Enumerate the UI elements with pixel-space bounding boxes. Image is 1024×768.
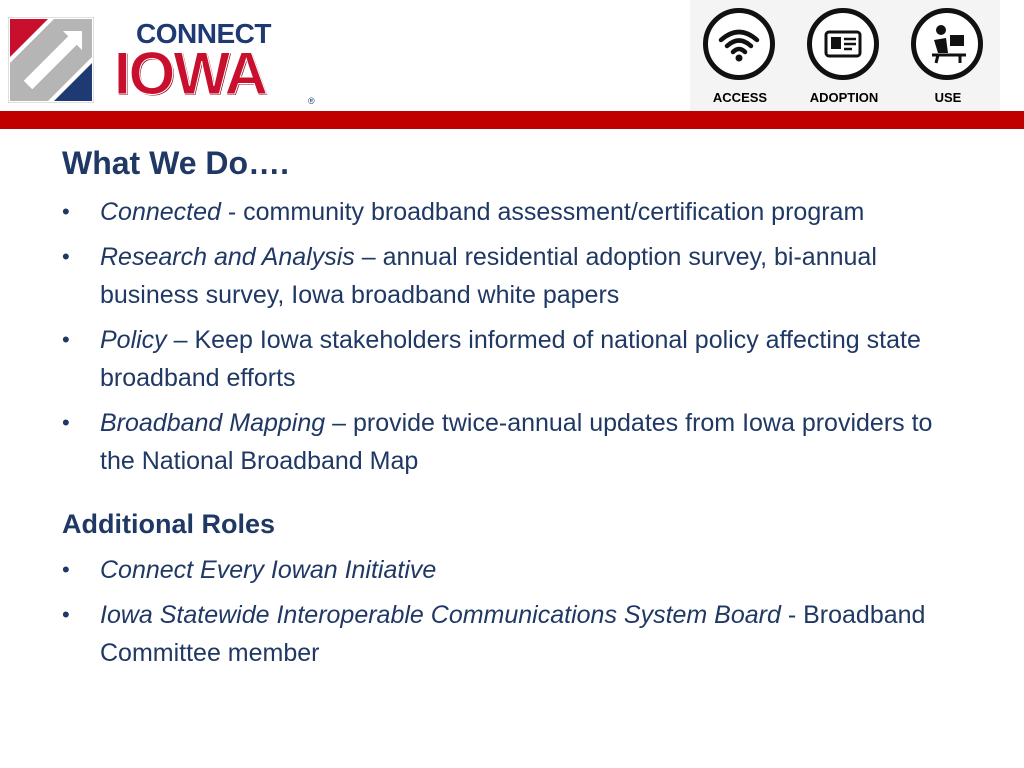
pillar-use	[898, 8, 998, 108]
item-text: Broadband Committee member	[100, 601, 926, 667]
wifi-icon	[708, 13, 770, 75]
use-circle	[911, 8, 983, 80]
registered-mark: ®	[308, 96, 315, 106]
header-divider-bar	[0, 111, 1024, 129]
item-separator: -	[780, 601, 804, 629]
list-item	[62, 238, 962, 314]
additional-roles-heading: Additional Roles	[62, 509, 276, 539]
item-separator: -	[220, 198, 244, 226]
item-lead: Iowa Statewide Interoperable Communications System Board	[100, 601, 781, 629]
pillar-label: ADOPTION	[809, 90, 879, 105]
slide-body	[62, 140, 962, 672]
slide-header	[0, 0, 1024, 112]
slide-title: What We Do….	[62, 145, 289, 181]
brand-iowa-text: IOWA	[114, 40, 266, 107]
pillar-label: ACCESS	[712, 90, 768, 105]
person-at-computer-icon	[916, 13, 978, 75]
pillars-group	[690, 0, 1000, 112]
list-item	[62, 596, 962, 672]
item-separator: –	[166, 326, 195, 354]
what-we-do-list	[62, 193, 962, 480]
item-text: annual residential adoption survey, bi-annual business survey, Iowa broadband white papers	[100, 243, 877, 309]
item-lead: Broadband Mapping	[100, 409, 326, 437]
item-lead: Research and Analysis	[100, 243, 355, 271]
item-lead: Connect Every Iowan Initiative	[100, 556, 437, 584]
brand-connect-text: CONNECT	[136, 18, 271, 49]
connect-iowa-wordmark	[112, 14, 322, 107]
item-separator: –	[354, 243, 383, 271]
list-item	[62, 551, 962, 589]
item-lead: Policy	[100, 326, 167, 354]
pillar-label: USE	[934, 90, 962, 105]
item-separator: –	[325, 409, 353, 437]
list-item	[62, 404, 962, 480]
id-card-icon	[812, 13, 874, 75]
connect-iowa-logo-icon	[8, 17, 94, 103]
access-circle	[703, 8, 775, 80]
list-item	[62, 193, 962, 231]
item-text: Keep Iowa stakeholders informed of national policy affecting state broadband efforts	[100, 326, 921, 392]
additional-roles-list	[62, 551, 962, 672]
item-text: community broadband assessment/certification program	[243, 198, 865, 226]
item-text: provide twice-annual updates from Iowa providers to the National Broadband Map	[100, 409, 933, 475]
item-lead: Connected	[100, 198, 221, 226]
list-item	[62, 321, 962, 397]
pillar-access	[690, 8, 790, 108]
pillar-adoption	[794, 8, 894, 108]
adoption-circle	[807, 8, 879, 80]
